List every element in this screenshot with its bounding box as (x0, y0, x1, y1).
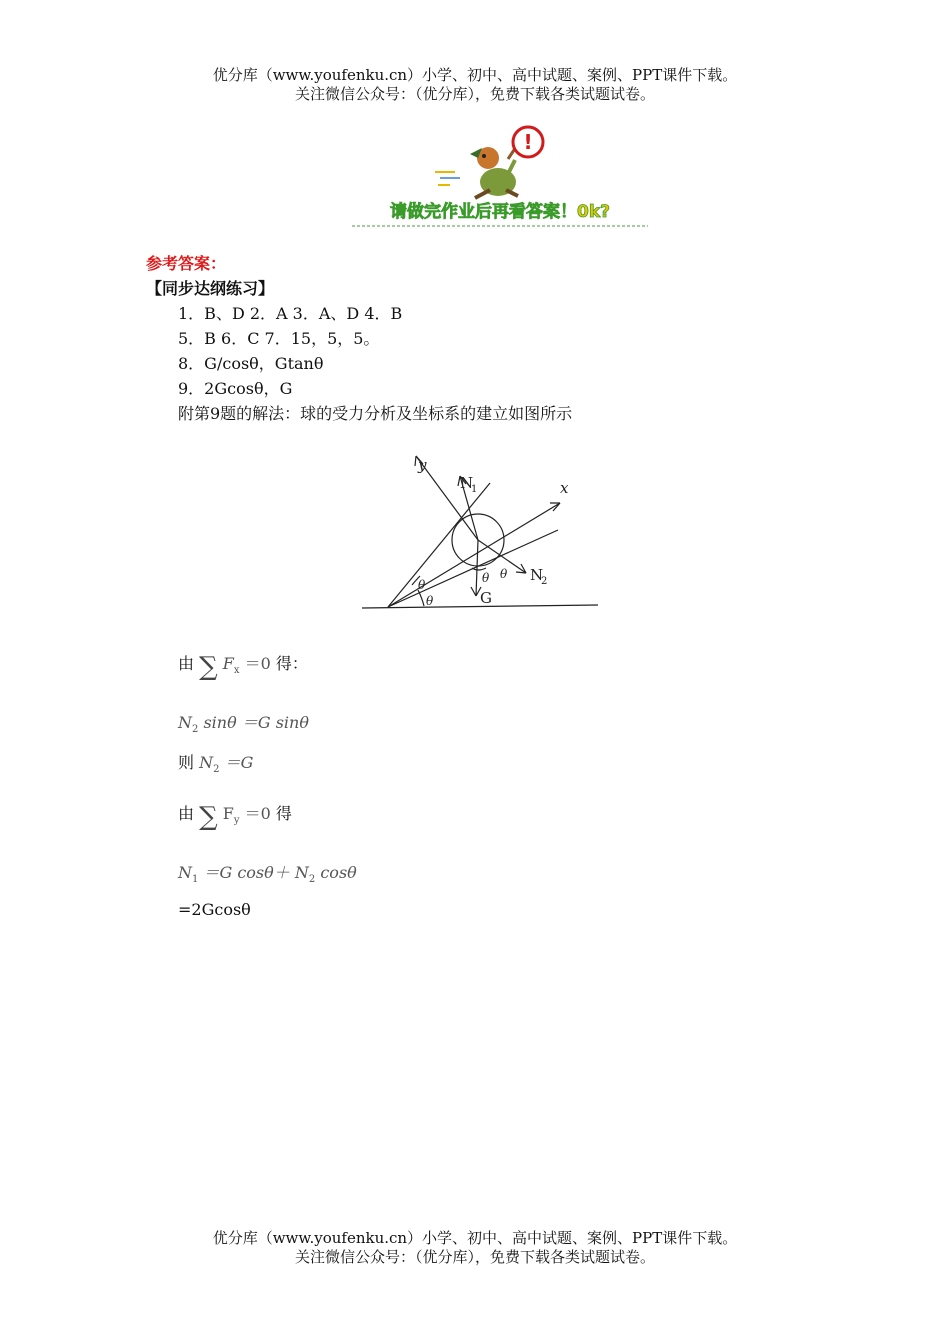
text-then: 则 (178, 753, 195, 772)
equation-n2-g (178, 750, 253, 775)
sub-2: 2 (192, 724, 199, 735)
sigma-symbol: ∑ (199, 652, 218, 682)
sub-2: 2 (308, 874, 316, 885)
symbol-f: F (222, 804, 234, 823)
eq-zero: ＝0 (244, 654, 271, 673)
header-line-1: 优分库（www.youfenku.cn）小学、初中、高中试题、案例、PPT课件下载。 (212, 66, 738, 84)
label-theta-2: θ (418, 578, 426, 592)
answer-line: 1．B、D 2．A 3．A、D 4．B (178, 304, 403, 323)
eq3-rest: ＝G (224, 753, 254, 772)
label-y: y (418, 456, 427, 474)
text-get: 得 (275, 804, 292, 823)
header-line-2: 关注微信公众号：（优分库），免费下载各类试题试卷。 (294, 85, 655, 103)
label-n1: N (460, 474, 474, 492)
svg-text:!: ! (523, 130, 533, 154)
x-arrowhead (550, 503, 560, 511)
sub-2: 2 (213, 764, 220, 775)
g-vector (476, 540, 478, 596)
answer-line: 9．2Gcosθ，G (178, 379, 293, 398)
eq2-rest: sinθ ＝G sinθ (203, 713, 309, 732)
label-n2: N (530, 566, 544, 584)
sigma-symbol: ∑ (199, 802, 218, 832)
wall-line (388, 483, 490, 607)
equation-n1 (178, 860, 357, 885)
answer-title: 参考答案： (146, 254, 227, 273)
section-title: 【同步达纲练习】 (146, 279, 275, 298)
text-by: 由 (178, 804, 195, 823)
sub-y: y (233, 815, 240, 826)
eq-zero: ＝0 (244, 804, 271, 823)
label-theta-4: θ (500, 567, 508, 581)
page-header (0, 66, 950, 104)
equation-n2-sin (178, 710, 309, 735)
symbol-f: F (222, 654, 234, 673)
footer-line-2: 关注微信公众号：（优分库），免费下载各类试题试卷。 (294, 1248, 655, 1266)
answer-line: 5．B 6．C 7．15，5，5。 (178, 329, 380, 348)
sub-1: 1 (192, 874, 199, 885)
symbol-n: N (178, 713, 192, 732)
banner-text: 请做完作业后再看答案！0k? (390, 202, 610, 222)
label-x: x (560, 479, 569, 497)
label-theta-3: θ (482, 571, 490, 585)
mascot-illustration (350, 124, 650, 230)
symbol-n: N (294, 863, 309, 882)
text-get-colon: 得： (275, 654, 308, 673)
eq5-mid: ＝G cosθ＋ (203, 863, 290, 882)
text-by: 由 (178, 654, 195, 673)
symbol-n: N (178, 863, 192, 882)
answer-line: 附第9题的解法：球的受力分析及坐标系的建立如图所示 (178, 404, 573, 423)
equation-sum-fy (178, 801, 292, 832)
page-footer (0, 1229, 950, 1267)
force-diagram-svg (360, 448, 605, 618)
reminder-banner (350, 124, 650, 230)
eq5-rest: cosθ (320, 863, 357, 882)
equation-final: =2Gcosθ (178, 900, 251, 919)
answer-line: 8．G/cosθ，Gtanθ (178, 354, 324, 373)
sub-x: x (233, 665, 240, 676)
label-n1-sub: 1 (471, 484, 478, 495)
force-diagram (360, 448, 605, 618)
symbol-n: N (199, 753, 214, 772)
label-n2-sub: 2 (541, 576, 548, 587)
footer-line-1: 优分库（www.youfenku.cn）小学、初中、高中试题、案例、PPT课件下载。 (212, 1229, 738, 1247)
label-theta-1: θ (426, 594, 434, 608)
equation-sum-fx (178, 651, 308, 682)
label-g: G (480, 589, 492, 607)
